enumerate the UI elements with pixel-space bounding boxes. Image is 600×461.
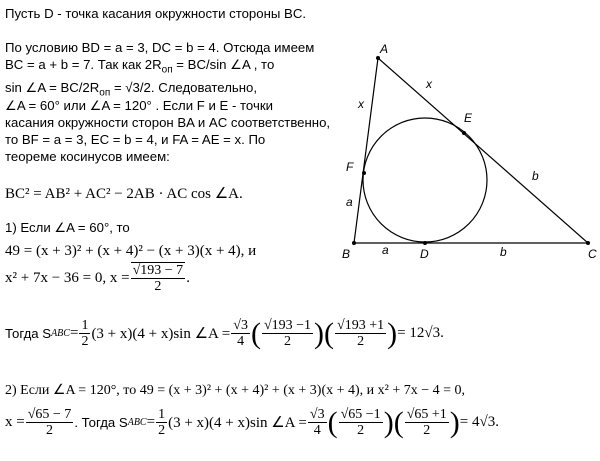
area1-f3 bbox=[262, 318, 313, 349]
area2-f3n: √3 bbox=[309, 407, 325, 422]
area1-f4n: √193 +1 bbox=[337, 318, 385, 333]
label-a-bd: a bbox=[382, 243, 389, 257]
cosine-law: BC² = AB² + AC² − 2AB · AC cos ∠A. bbox=[5, 186, 243, 202]
x-fraction bbox=[131, 262, 186, 294]
area2-f2 bbox=[156, 407, 167, 438]
area1-f1d: 2 bbox=[81, 334, 89, 349]
area2-f1 bbox=[26, 407, 74, 438]
incircle bbox=[363, 118, 487, 242]
bc-text: BC = a + b = 7. Так как 2R bbox=[5, 57, 162, 72]
label-d: D bbox=[420, 247, 429, 261]
case2-line: 2) Если ∠A = 120°, то 49 = (x + 3)² + (x + 4)² + (x + 3)(x + 4), и x² + 7x − 4 = 0, bbox=[5, 383, 466, 398]
area1-mid: (3 + x)(4 + x)sin ∠A = bbox=[91, 326, 231, 342]
label-x-fa: x bbox=[358, 97, 364, 111]
case1-area: Тогда S ABC = $\frac{1}{2}$ (3 + x)(4 + x)sin ∠A = $\frac{√3}{4}$ ( $\frac{√193 -1}{2}$ ) ( $\frac{√193 +1}{2}$ ) = 12√3. bbox=[5, 316, 444, 350]
area2-result: = 4√3. bbox=[459, 414, 499, 430]
label-a: A bbox=[380, 42, 389, 56]
area2-f1d: 2 bbox=[46, 423, 54, 438]
sin-text: sin ∠A = BC/2R bbox=[5, 80, 100, 95]
case1-title: 1) Если ∠A = 60°, то bbox=[5, 220, 130, 235]
bc-tail: = BC/sin ∠A , то bbox=[172, 57, 275, 72]
point-d bbox=[423, 241, 427, 245]
label-f: F bbox=[346, 160, 354, 174]
area1-f1 bbox=[79, 318, 90, 349]
x-num: √193 − 7 bbox=[132, 263, 184, 278]
area1-result: = 12√3. bbox=[397, 325, 444, 341]
area2-f3 bbox=[308, 407, 327, 438]
area2-f2d: 2 bbox=[158, 423, 166, 438]
label-b-ec: b bbox=[532, 169, 539, 183]
point-e bbox=[462, 131, 466, 135]
segments-line: то BF = a = 3, EC = b = 4, и FA = AE = x. По bbox=[5, 132, 266, 147]
area2-f4 bbox=[339, 407, 383, 438]
x-den: 2 bbox=[154, 279, 162, 294]
triangle-abc bbox=[354, 58, 588, 243]
angle-line: ∠A = 60° или ∠A = 120° . Если F и E - точки bbox=[5, 98, 273, 113]
area1-label: Тогда S bbox=[5, 326, 52, 341]
area1-f2 bbox=[231, 318, 250, 349]
area2-f5 bbox=[405, 407, 449, 438]
point-a bbox=[376, 56, 380, 60]
area2-f4d: 2 bbox=[357, 423, 365, 438]
area2-f5d: 2 bbox=[423, 423, 431, 438]
condition-line: По условию BD = a = 3, DC = b = 4. Отсюда имеем bbox=[5, 40, 315, 55]
area2-x: x = bbox=[5, 414, 25, 430]
point-f bbox=[362, 171, 366, 175]
sin-tail: = √3/2. Следовательно, bbox=[110, 80, 258, 95]
cosine-intro: теореме косинусов имеем: bbox=[5, 149, 170, 164]
label-b: B bbox=[342, 247, 351, 261]
area1-f4d: 2 bbox=[357, 334, 365, 349]
quad-text: x² + 7x − 36 = 0, x = bbox=[5, 269, 130, 286]
bc-sub: оп bbox=[161, 64, 173, 76]
tangent-line: касания окружности сторон BA и AC соответственно, bbox=[5, 115, 331, 130]
label-b-dc: b bbox=[500, 245, 507, 259]
area1-f2n: √3 bbox=[233, 318, 248, 333]
area2-eq: = bbox=[146, 414, 156, 430]
area2-f2n: 1 bbox=[158, 407, 166, 422]
sin-line bbox=[5, 80, 258, 99]
area2-f4n: √65 −1 bbox=[340, 407, 381, 422]
sin-sub: оп bbox=[99, 87, 111, 99]
bc-line bbox=[5, 57, 275, 76]
area2-mid: (3 + x)(4 + x)sin ∠A = bbox=[168, 415, 307, 431]
point-b bbox=[352, 241, 356, 245]
case2-area: x = $\frac{√65 - 7}{2}$ . Тогда S ABC = $\frac{1}{2}$ (3 + x)(4 + x)sin ∠A = $\frac{√3}{4}$ ( $\frac{√65 -1}{2}$ ) ( $\frac{√65 +1}{2}$ ) = 4√3. bbox=[5, 405, 499, 439]
area1-f4 bbox=[335, 318, 386, 349]
label-e: E bbox=[464, 111, 473, 125]
label-c: C bbox=[588, 247, 597, 261]
area1-f3d: 2 bbox=[284, 334, 291, 349]
triangle-figure bbox=[340, 38, 600, 268]
intro-line: Пусть D - точка касания окружности стороны BC. bbox=[5, 6, 307, 21]
area2-label: . Тогда S bbox=[74, 415, 128, 430]
label-x-ae: x bbox=[426, 77, 432, 91]
point-c bbox=[586, 241, 590, 245]
case1-quadratic: x² + 7x − 36 = 0, x = $\frac{√193 - 7}{2}$ . bbox=[5, 263, 190, 294]
area1-f3n: √193 −1 bbox=[263, 318, 312, 333]
case1-eq: 49 = (x + 3)² + (x + 4)² − (x + 3)(x + 4), и bbox=[5, 243, 257, 259]
area2-f5n: √65 +1 bbox=[406, 407, 447, 422]
area1-f1n: 1 bbox=[81, 318, 89, 333]
area1-f2d: 4 bbox=[237, 334, 245, 349]
area1-eq: = bbox=[69, 325, 79, 341]
area2-f3d: 4 bbox=[313, 423, 321, 438]
label-a-bf: a bbox=[346, 195, 353, 209]
area2-f1n: √65 − 7 bbox=[27, 407, 72, 422]
